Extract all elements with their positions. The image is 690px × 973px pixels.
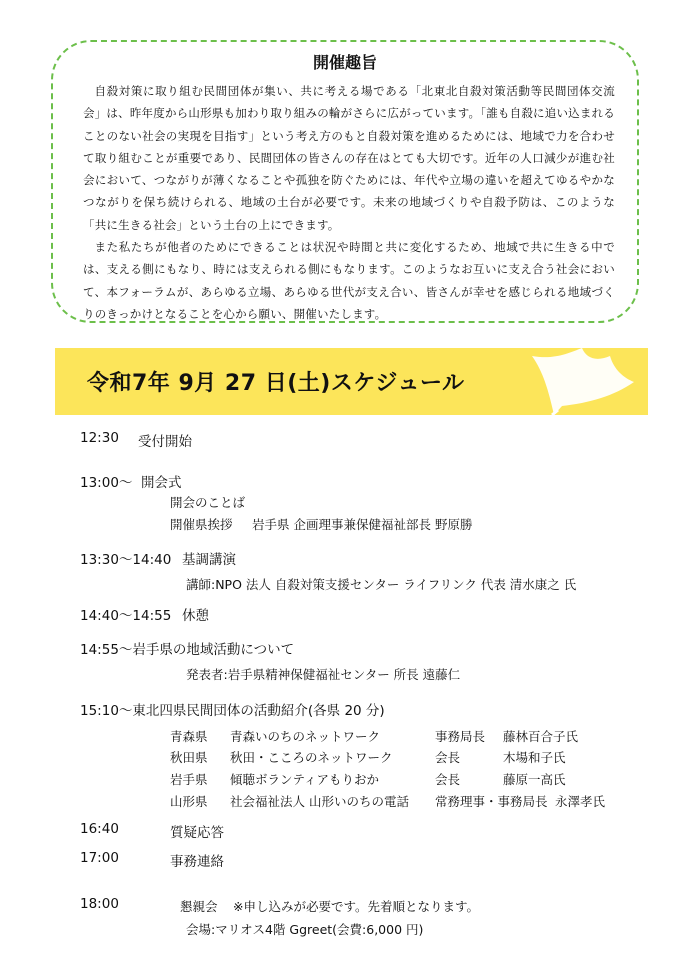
purpose-paragraph-1: 自殺対策に取り組む民間団体が集い、共に考える場である「北東北自殺対策活動等民間団体交流会」は、昨年度から山形県も加わり取り組みの輪がさらに広がっています。「誰も自殺に追い込まれることのない社会の実現を目指す」という考え方のもと自殺対策を進めるためには、地域で力を合わせて取り組むことが重要であり、民間団体の皆さんの存在はとても大切です。近年の人口減少が進む社会において、つながりが薄くなることや孤独を防ぐためには、年代や立場の違いを超えてゆるやかなつながりを保ち続けられる、地域の土台が必要です。未来の地域づくりや自殺予防は、このような「共に生きる社会」という土台の上にできます。 — [83, 84, 615, 232]
row1-pref: 青森県 — [170, 729, 208, 744]
notice-label: 事務連絡 — [170, 854, 224, 870]
row4-pref: 山形県 — [170, 794, 208, 809]
opening-label: 開会式 — [141, 475, 182, 491]
reception-label: 受付開始 — [138, 434, 192, 450]
tohoku-heading: 15:10～東北四県民間団体の活動紹介(各県 20 分) — [80, 703, 385, 719]
opening-sub2-role: 開催県挨拶 — [170, 517, 233, 532]
row2-org: 秋田・こころのネットワーク — [230, 750, 393, 765]
banner-title: 令和7年 9月 27 日(土)スケジュール — [87, 371, 465, 396]
opening-time: 13:00～ — [80, 475, 133, 491]
notice-time: 17:00 — [80, 850, 119, 866]
qa-time: 16:40 — [80, 821, 119, 837]
party-note: ※申し込みが必要です。先着順となります。 — [233, 899, 479, 914]
iwate-presenter: 発表者:岩手県精神保健福祉センター 所長 遠藤仁 — [186, 667, 461, 682]
row2-person: 木場和子氏 — [503, 750, 566, 765]
row1-org: 青森いのちのネットワーク — [230, 729, 381, 744]
keynote-label: 基調講演 — [182, 552, 236, 568]
row2-role: 会長 — [435, 750, 461, 765]
opening-sub2-detail: 岩手県 企画理事兼保健福祉部長 野原勝 — [252, 517, 473, 532]
row4-org: 社会福祉法人 山形いのちの電話 — [230, 794, 409, 809]
party-time: 18:00 — [80, 896, 119, 912]
break-label: 休憩 — [182, 608, 209, 624]
reception-time: 12:30 — [80, 430, 119, 446]
opening-sub1: 開会のことば — [170, 495, 246, 510]
purpose-paragraph-2: また私たちが他者のためにできることは状況や時間と共に変化するため、地域で共に生きる中では、支える側にもなり、時には支えられる側にもなります。このようなお互いに支え合う社会において、本フォーラムが、あらゆる立場、あらゆる世代が支え合い、皆さんが幸せを感じられる地域づくりのきっかけとなることを心から願い、開催いたします。 — [83, 240, 615, 321]
row3-person: 藤原一高氏 — [503, 772, 566, 787]
row1-role: 事務局長 — [435, 729, 486, 744]
purpose-title: 開催趣旨 — [312, 53, 377, 72]
row1-person: 藤林百合子氏 — [503, 729, 579, 744]
row4-person: 永澤孝氏 — [555, 794, 606, 809]
break-time: 14:40～14:55 — [80, 608, 172, 624]
row4-role: 常務理事・事務局長 — [435, 794, 548, 809]
party-venue: 会場:マリオス4階 Ggreet(会費:6,000 円) — [186, 922, 424, 937]
row3-role: 会長 — [435, 772, 461, 787]
keynote-speaker: 講師:NPO 法人 自殺対策支援センター ライフリンク 代表 清水康之 氏 — [186, 577, 577, 592]
row3-org: 傾聴ボランティアもりおか — [230, 772, 380, 787]
row3-pref: 岩手県 — [170, 772, 208, 787]
iwate-heading: 14:55～岩手県の地域活動について — [80, 642, 295, 658]
qa-label: 質疑応答 — [170, 825, 224, 841]
keynote-time: 13:30～14:40 — [80, 552, 172, 568]
row2-pref: 秋田県 — [170, 750, 208, 765]
party-label: 懇親会 — [180, 899, 218, 914]
